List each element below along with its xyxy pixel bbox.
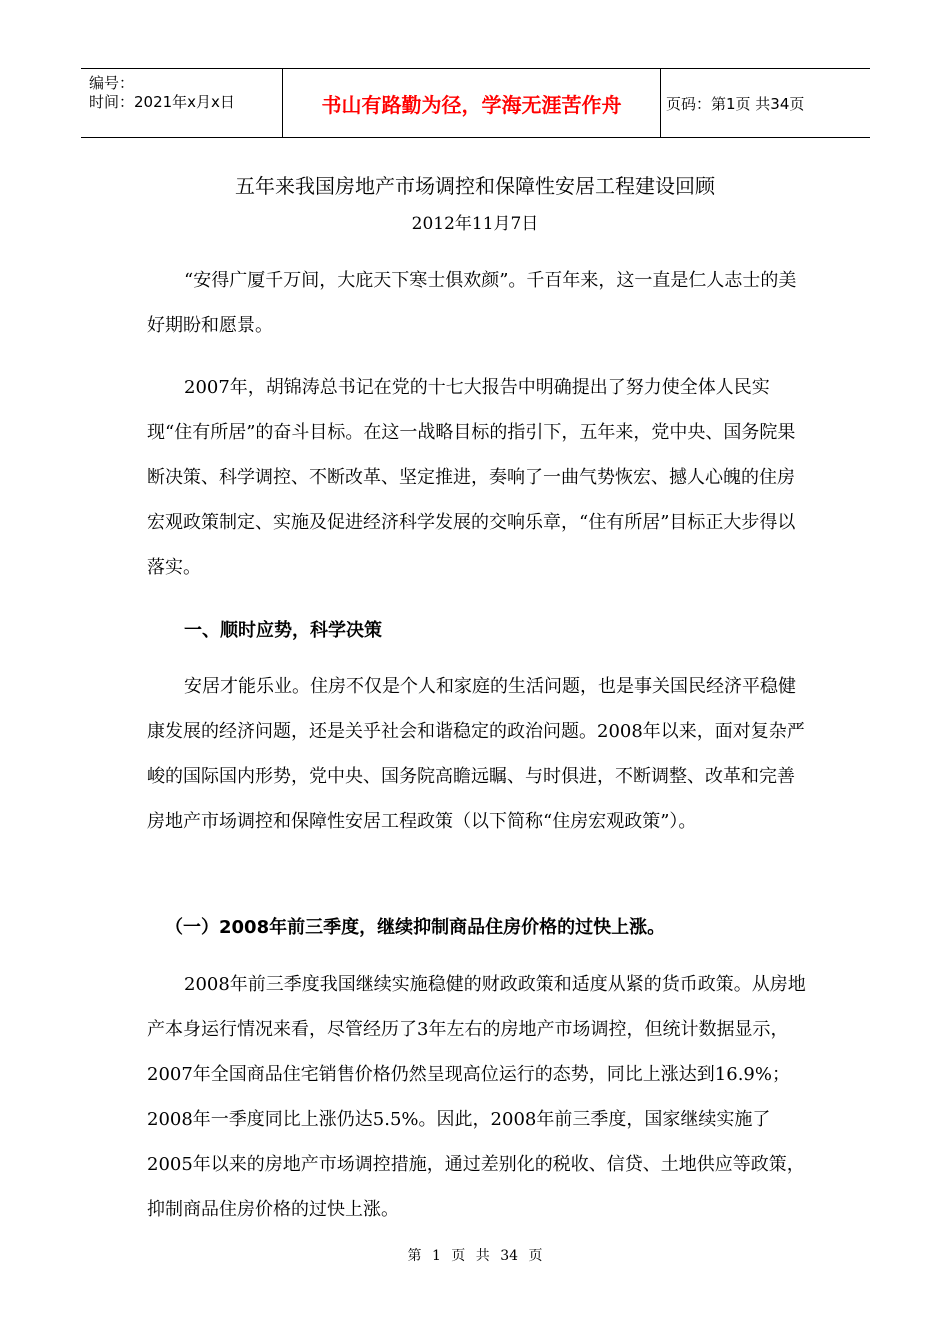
header-motto: 书山有路勤为径，学海无涯苦作舟 (283, 69, 661, 137)
document-date: 2012年11月7日 (411, 214, 539, 234)
header-meta-cell (81, 69, 283, 137)
document-number-label: 编号： (89, 74, 135, 92)
document-title: 五年来我国房地产市场调控和保障性安居工程建设回顾 (235, 174, 715, 198)
paragraph-2008-policy: 2008年前三季度我国继续实施稳健的财政政策和适度从紧的货币政策。从房地产本身运行情况来看，尽管经历了3年左右的房地产市场调控，但统计数据显示，2007年全国商品住宅销售价格仍然呈现高位运行的态势，同比上涨达到16.9%；2008年一季度同比上涨仍达5.5%。因此，2008年前三季度，国家继续实施了2005年以来的房地产市场调控措施，通过差别化的税收、信贷、土地供应等政策，抑制商品住房价格的过快上涨。 (147, 974, 806, 1220)
paragraph-intro: “安得广厦千万间，大庇天下寒士俱欢颜”。千百年来，这一直是仁人志士的美好期盼和愿景。 (147, 270, 797, 336)
page-header (81, 68, 870, 138)
document-time-label: 时间：2021年x月x日 (89, 93, 235, 111)
paragraph-2007-goal: 2007年，胡锦涛总书记在党的十七大报告中明确提出了努力使全体人民实现“住有所居”的奋斗目标。在这一战略目标的指引下，五年来，党中央、国务院果断决策、科学调控、不断改革、坚定推进，奏响了一曲气势恢宏、撼人心魄的住房宏观政策制定、实施及促进经济科学发展的交响乐章，“住有所居”目标正大步得以落实。 (147, 377, 796, 578)
header-page-info: 页码：第1页 共34页 (666, 94, 805, 113)
section-heading-1: 一、顺时应势，科学决策 (184, 620, 382, 641)
paragraph-housing-importance: 安居才能乐业。住房不仅是个人和家庭的生活问题，也是事关国民经济平稳健康发展的经济问题，还是关乎社会和谐稳定的政治问题。2008年以来，面对复杂严峻的国际国内形势，党中央、国务院高瞻远瞩、与时俱进，不断调整、改革和完善房地产市场调控和保障性安居工程政策（以下简称“住房宏观政策”）。 (147, 676, 805, 832)
page-footer: 第 1 页 共 34 页 (407, 1248, 543, 1264)
subsection-heading-1: （一）2008年前三季度，继续抑制商品住房价格的过快上涨。 (165, 917, 666, 938)
